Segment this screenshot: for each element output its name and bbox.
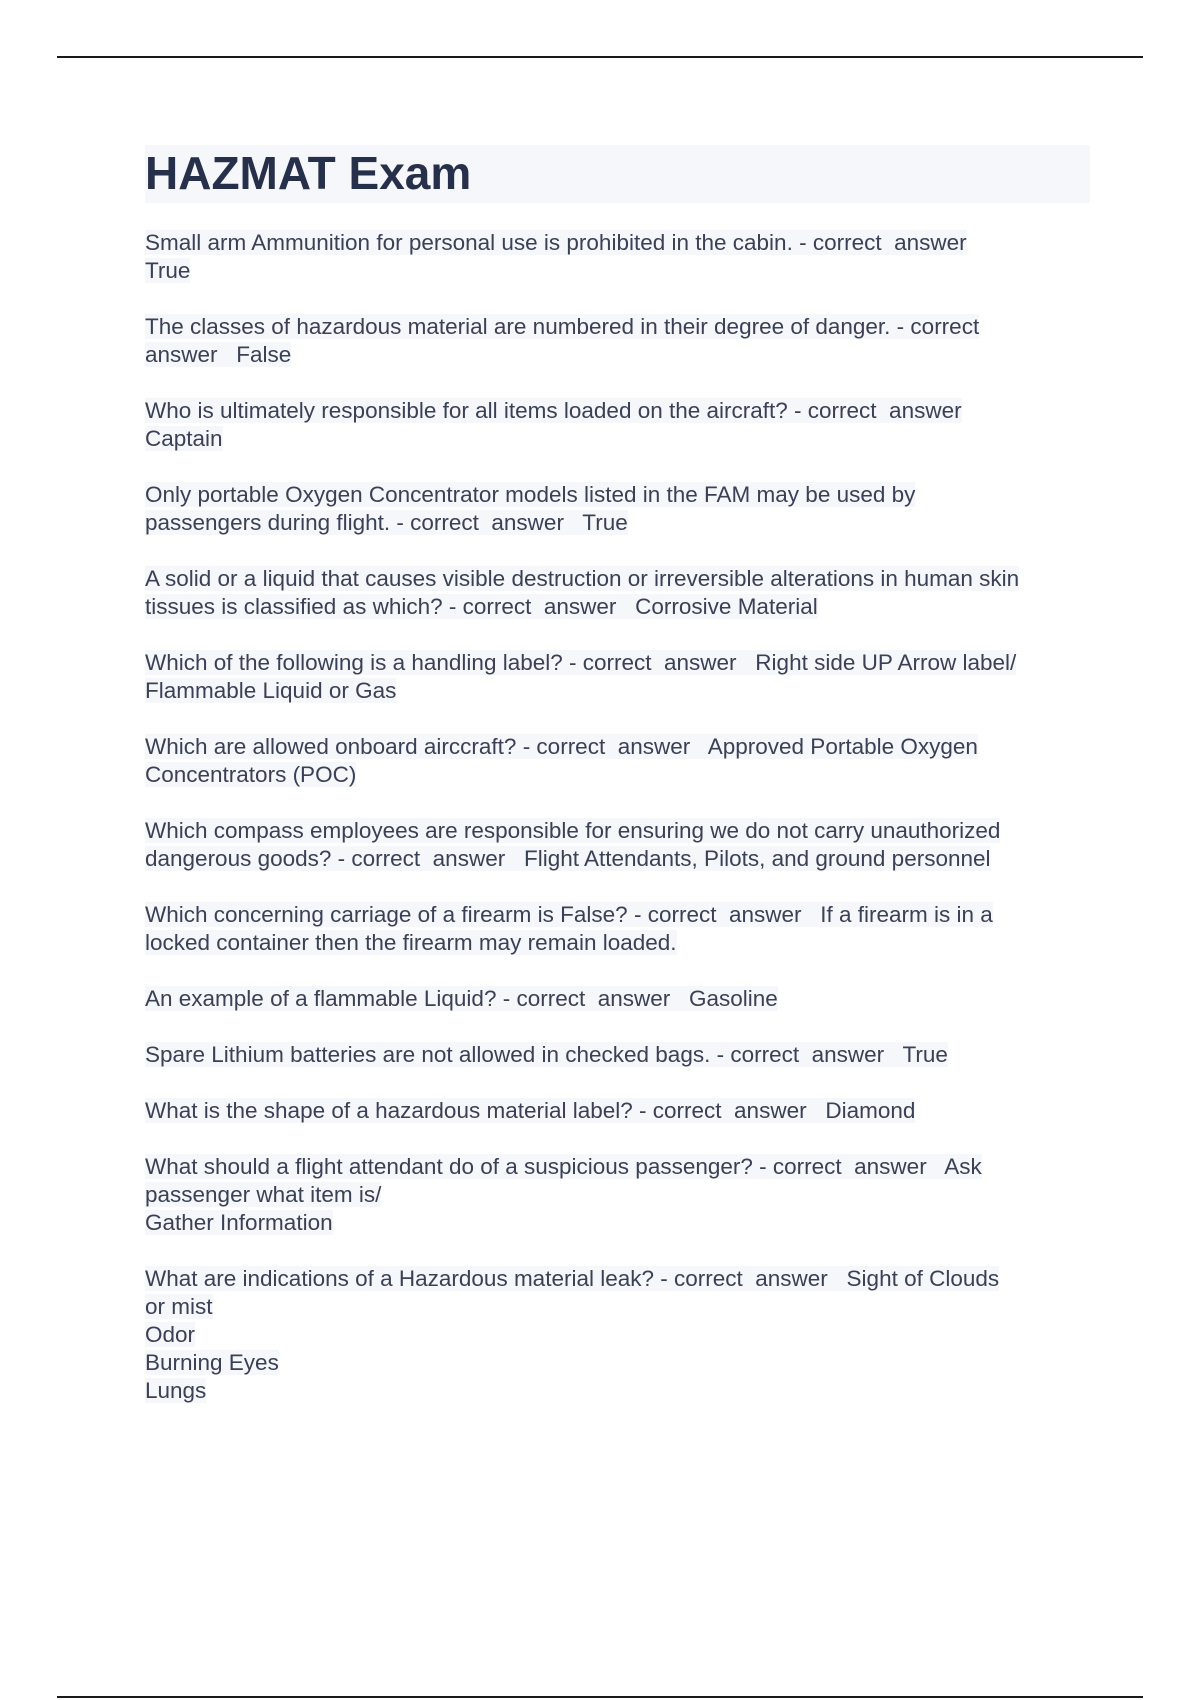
qa-text: Which compass employees are responsible for ensuring we do not carry unauthorized dangerous goods? - correct answer Flight Attendants, Pilots, and ground personnel [145,818,1001,871]
qa-item-11 [145,1041,1090,1069]
qa-item-7 [145,733,1090,789]
qa-item-10 [145,985,1090,1013]
qa-item-14 [145,1265,1090,1405]
qa-text: Spare Lithium batteries are not allowed in checked bags. - correct answer True [145,1042,948,1067]
qa-text: An example of a flammable Liquid? - correct answer Gasoline [145,986,778,1011]
page-title: HAZMAT Exam [145,145,1090,203]
qa-item-4 [145,481,1090,537]
qa-item-3 [145,397,1090,453]
qa-item-5 [145,565,1090,621]
header-rule [57,56,1143,58]
footer-rule [57,1696,1143,1698]
qa-text: Which concerning carriage of a firearm is False? - correct answer If a firearm is in a locked container then the firearm may remain loaded. [145,902,993,955]
qa-list [145,229,1090,1405]
qa-text: The classes of hazardous material are numbered in their degree of danger. - correct answer False [145,314,980,367]
qa-text: Only portable Oxygen Concentrator models listed in the FAM may be used by passengers during flight. - correct answer True [145,482,916,535]
qa-item-12 [145,1097,1090,1125]
qa-text: What is the shape of a hazardous material label? - correct answer Diamond [145,1098,916,1123]
qa-text: A solid or a liquid that causes visible destruction or irreversible alterations in human skin tissues is classified as which? - correct answer Corrosive Material [145,566,1020,619]
qa-text: Who is ultimately responsible for all items loaded on the aircraft? - correct answer Captain [145,398,962,451]
qa-text: Small arm Ammunition for personal use is prohibited in the cabin. - correct answer True [145,230,967,283]
qa-item-6 [145,649,1090,705]
qa-item-13 [145,1153,1090,1237]
qa-text: What are indications of a Hazardous material leak? - correct answer Sight of Clouds or mist Odor Burning Eyes Lungs [145,1266,1000,1403]
qa-item-1 [145,229,1090,285]
qa-text: What should a flight attendant do of a suspicious passenger? - correct answer Ask passenger what item is/ Gather Information [145,1154,982,1235]
qa-text: Which of the following is a handling label? - correct answer Right side UP Arrow label/ Flammable Liquid or Gas [145,650,1017,703]
qa-item-8 [145,817,1090,873]
qa-item-2 [145,313,1090,369]
qa-item-9 [145,901,1090,957]
qa-text: Which are allowed onboard airccraft? - correct answer Approved Portable Oxygen Concentrators (POC) [145,734,978,787]
document-body [145,145,1090,1433]
